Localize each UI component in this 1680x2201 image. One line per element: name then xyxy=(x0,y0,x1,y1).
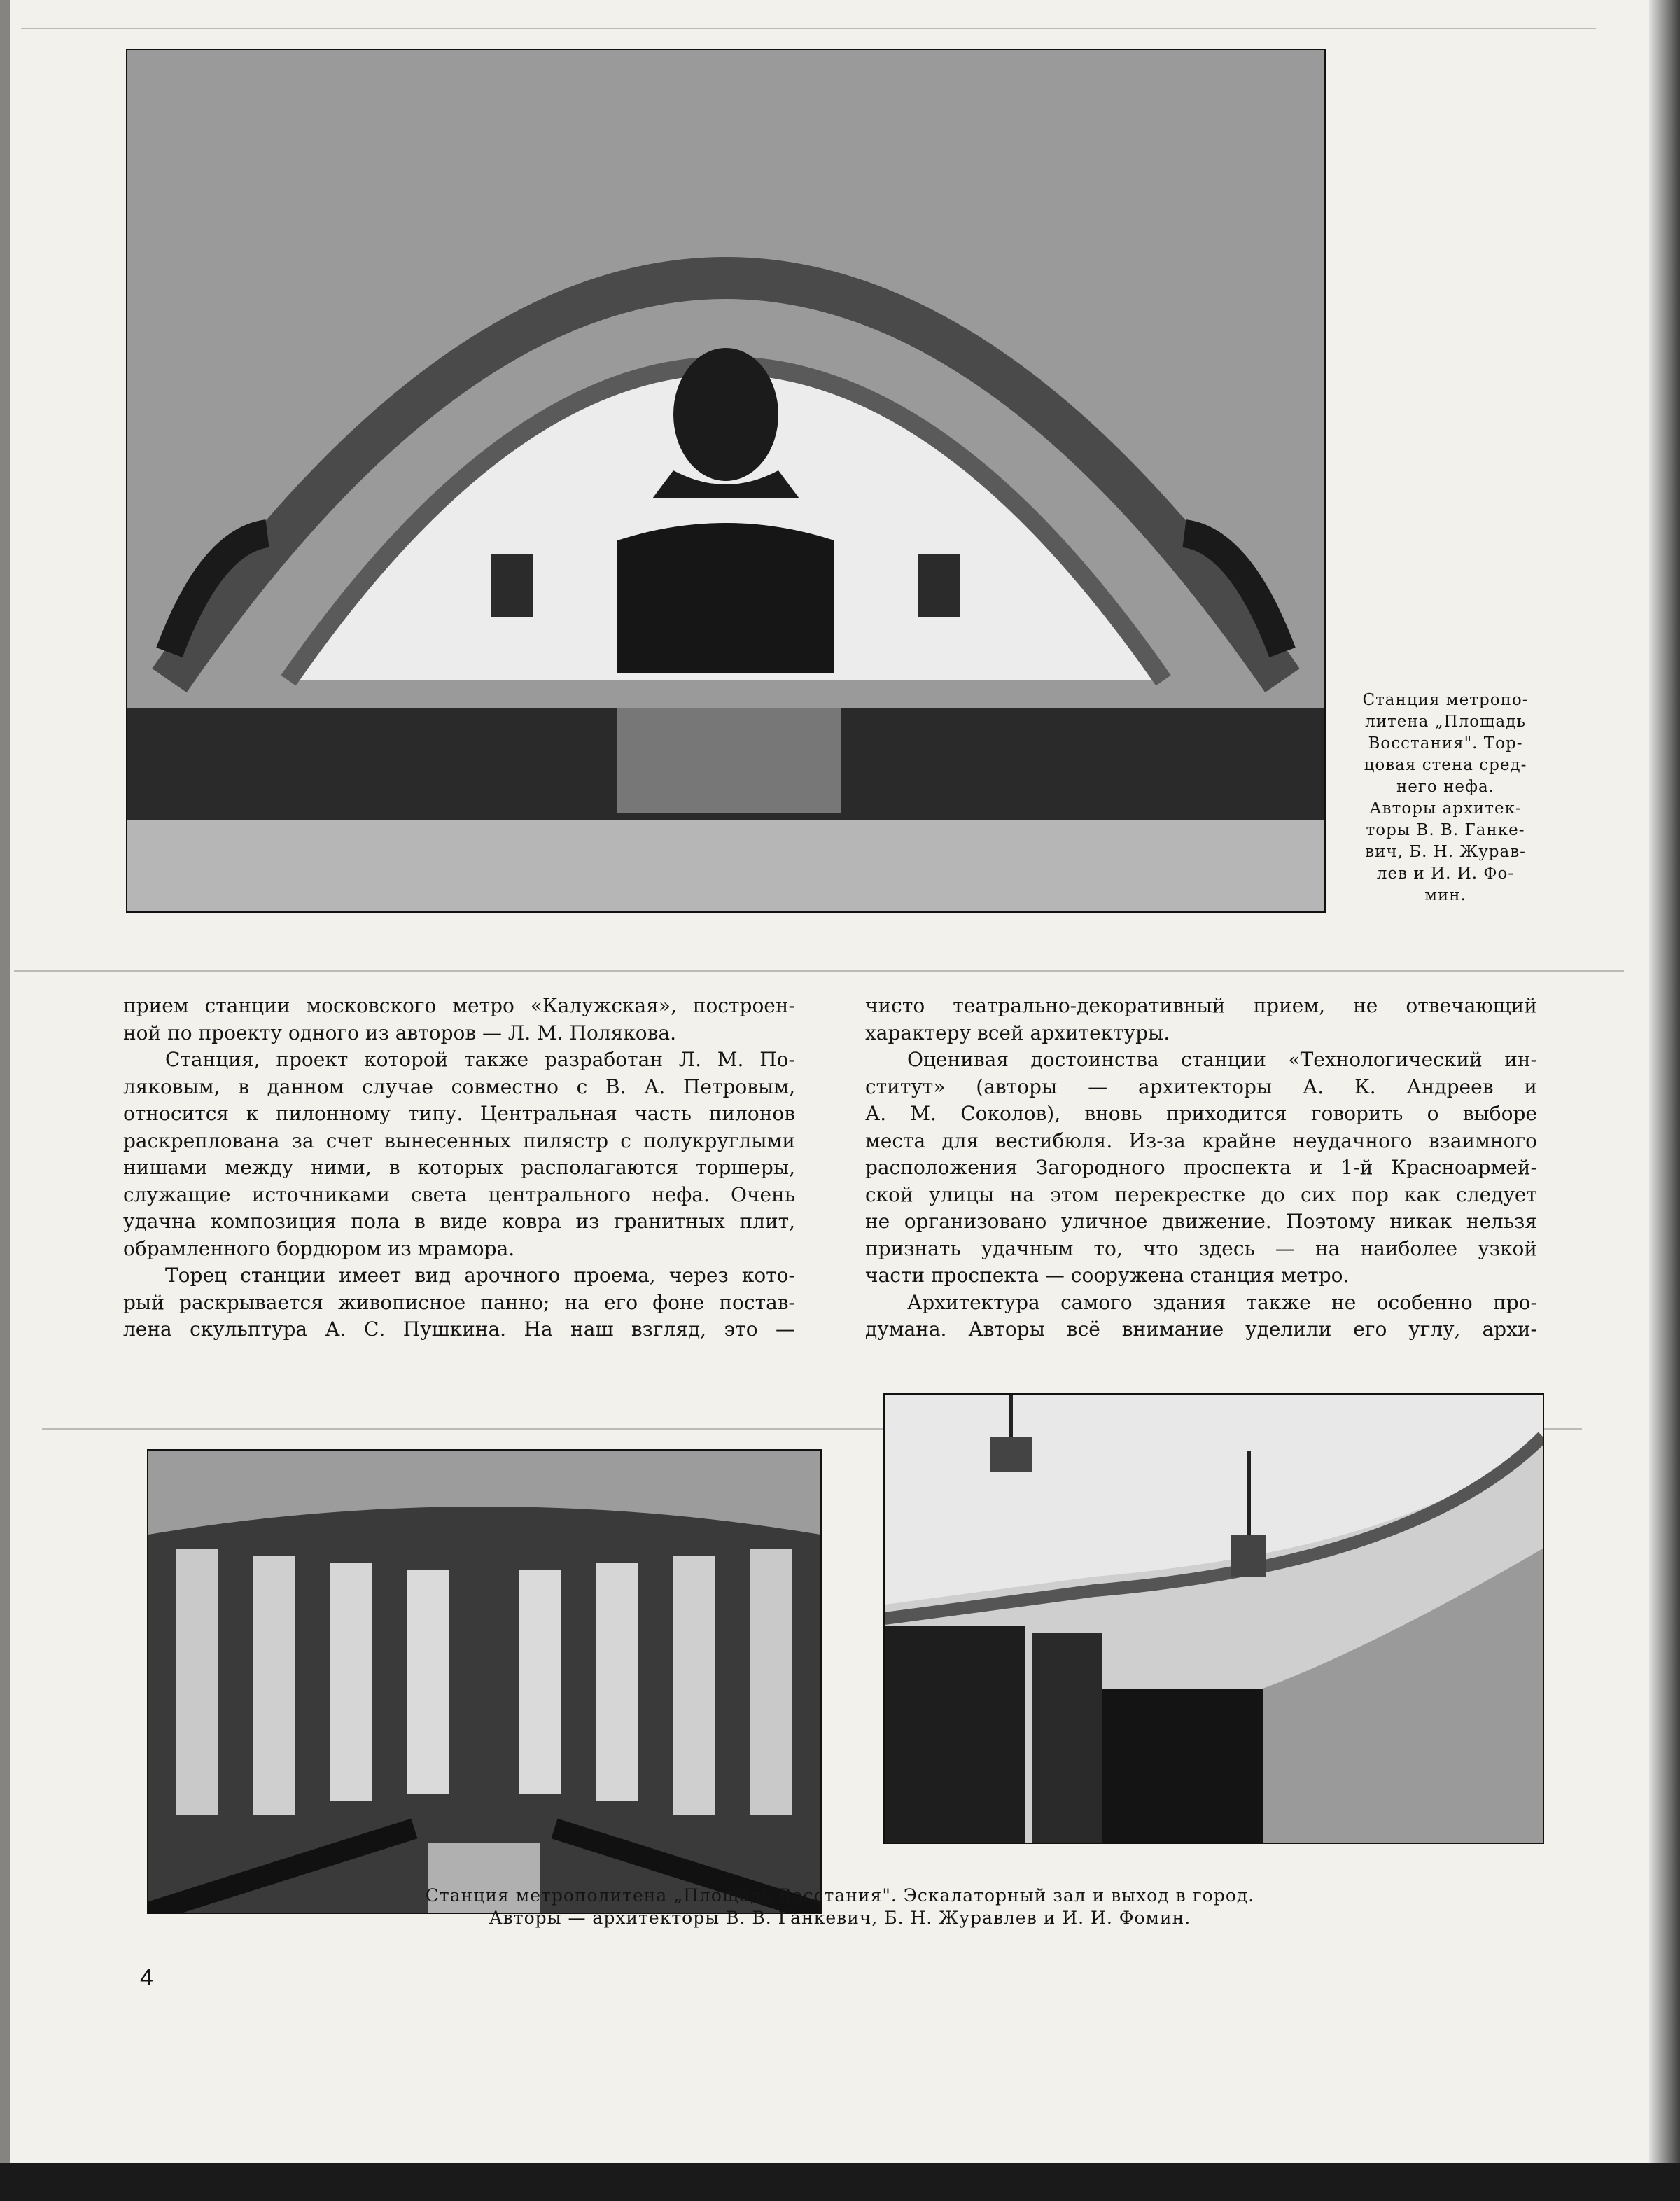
text-line: ной по проекту одного из авторов — Л. М. Полякова. xyxy=(123,1021,676,1044)
top-photo xyxy=(126,49,1326,913)
page-number: 4 xyxy=(140,1964,153,1991)
text-line: относится к пилонному типу. Центральная часть пилонов xyxy=(123,1102,795,1125)
text-line: признать удачным то, что здесь — на наиболее узкой xyxy=(865,1236,1537,1260)
caption-line: торы В. В. Ганке- xyxy=(1366,821,1525,839)
caption-line: мин. xyxy=(1424,886,1466,904)
page-edge-left xyxy=(0,0,10,2163)
text-line: Станция, проект которой также разработан Л. М. По- xyxy=(165,1048,795,1071)
text-line: прием станции московского метро «Калужская», построен- xyxy=(123,994,795,1017)
lenin-bust-photo xyxy=(127,50,1324,911)
right-text-column xyxy=(865,993,1537,1343)
text-line: удачна композиция пола в виде ковра из гранитных плит, xyxy=(123,1210,795,1233)
text-line: Архитектура самого здания также не особенно про- xyxy=(907,1290,1537,1314)
caption-line: Станция метропо- xyxy=(1362,691,1529,709)
text-line: ляковым, в данном случае совместно с В. А. Петровым, xyxy=(123,1075,795,1098)
top-photo-caption xyxy=(1330,690,1561,907)
bottom-left-photo xyxy=(147,1449,822,1914)
text-line: не организовано уличное движение. Поэтому никак нельзя xyxy=(865,1210,1537,1233)
text-line: думана. Авторы всё внимание уделили его углу, архи- xyxy=(865,1318,1537,1341)
caption-line: Станция метрополитена „Площадь Восстания". Эскалаторный зал и выход в город. xyxy=(425,1885,1255,1906)
caption-line: литена „Площадь xyxy=(1365,713,1526,731)
left-text-column xyxy=(123,993,795,1343)
bottom-photos-caption xyxy=(392,1885,1288,1929)
text-line: рый раскрывается живописное панно; на его фоне постав- xyxy=(123,1290,795,1314)
text-line: служащие источниками света центрального нефа. Очень xyxy=(123,1182,795,1206)
caption-line: него нефа. xyxy=(1396,778,1495,796)
caption-line: Авторы — архитекторы В. В. Ганкевич, Б. Н. Журавлев и И. И. Фомин. xyxy=(489,1908,1191,1928)
text-line: А. М. Соколов), вновь приходится говорить о выборе xyxy=(865,1102,1537,1125)
text-line: нишами между ними, в которых располагаются торшеры, xyxy=(123,1156,795,1179)
text-line: ститут» (авторы — архитекторы А. К. Андреев и xyxy=(865,1075,1537,1098)
caption-line: вич, Б. Н. Журав- xyxy=(1365,843,1526,861)
scan-scratch xyxy=(21,28,1596,29)
text-line: места для вестибюля. Из-за крайне неудачного взаимного xyxy=(865,1129,1537,1152)
text-line: чисто театрально-декоративный прием, не отвечающий xyxy=(865,994,1537,1017)
text-line: расположения Загородного проспекта и 1-й Красноармей- xyxy=(865,1156,1537,1179)
text-line: Торец станции имеет вид арочного проема, через кото- xyxy=(165,1264,795,1287)
caption-line: Авторы архитек- xyxy=(1369,799,1522,818)
exit-corridor-photo xyxy=(885,1395,1543,1843)
caption-line: Восстания". Тор- xyxy=(1368,734,1523,753)
scan-border-bottom xyxy=(0,2163,1680,2201)
text-line: характеру всей архитектуры. xyxy=(865,1021,1170,1044)
caption-line: цовая стена сред- xyxy=(1364,756,1527,774)
caption-line: лев и И. И. Фо- xyxy=(1376,865,1515,883)
text-line: лена скульптура А. С. Пушкина. На наш взгляд, это — xyxy=(123,1318,795,1341)
page-edge-right xyxy=(1649,0,1680,2163)
text-line: Оценивая достоинства станции «Технологический ин- xyxy=(907,1048,1537,1071)
bottom-right-photo xyxy=(883,1393,1544,1844)
escalator-hall-photo xyxy=(148,1451,820,1913)
text-line: ской улицы на этом перекрестке до сих пор как следует xyxy=(865,1182,1537,1206)
text-line: обрамленного бордюром из мрамора. xyxy=(123,1236,515,1260)
text-line: раскреплована за счет вынесенных пилястр с полукруглыми xyxy=(123,1129,795,1152)
scan-scratch xyxy=(14,970,1624,972)
text-line: части проспекта — сооружена станция метро. xyxy=(865,1264,1350,1287)
